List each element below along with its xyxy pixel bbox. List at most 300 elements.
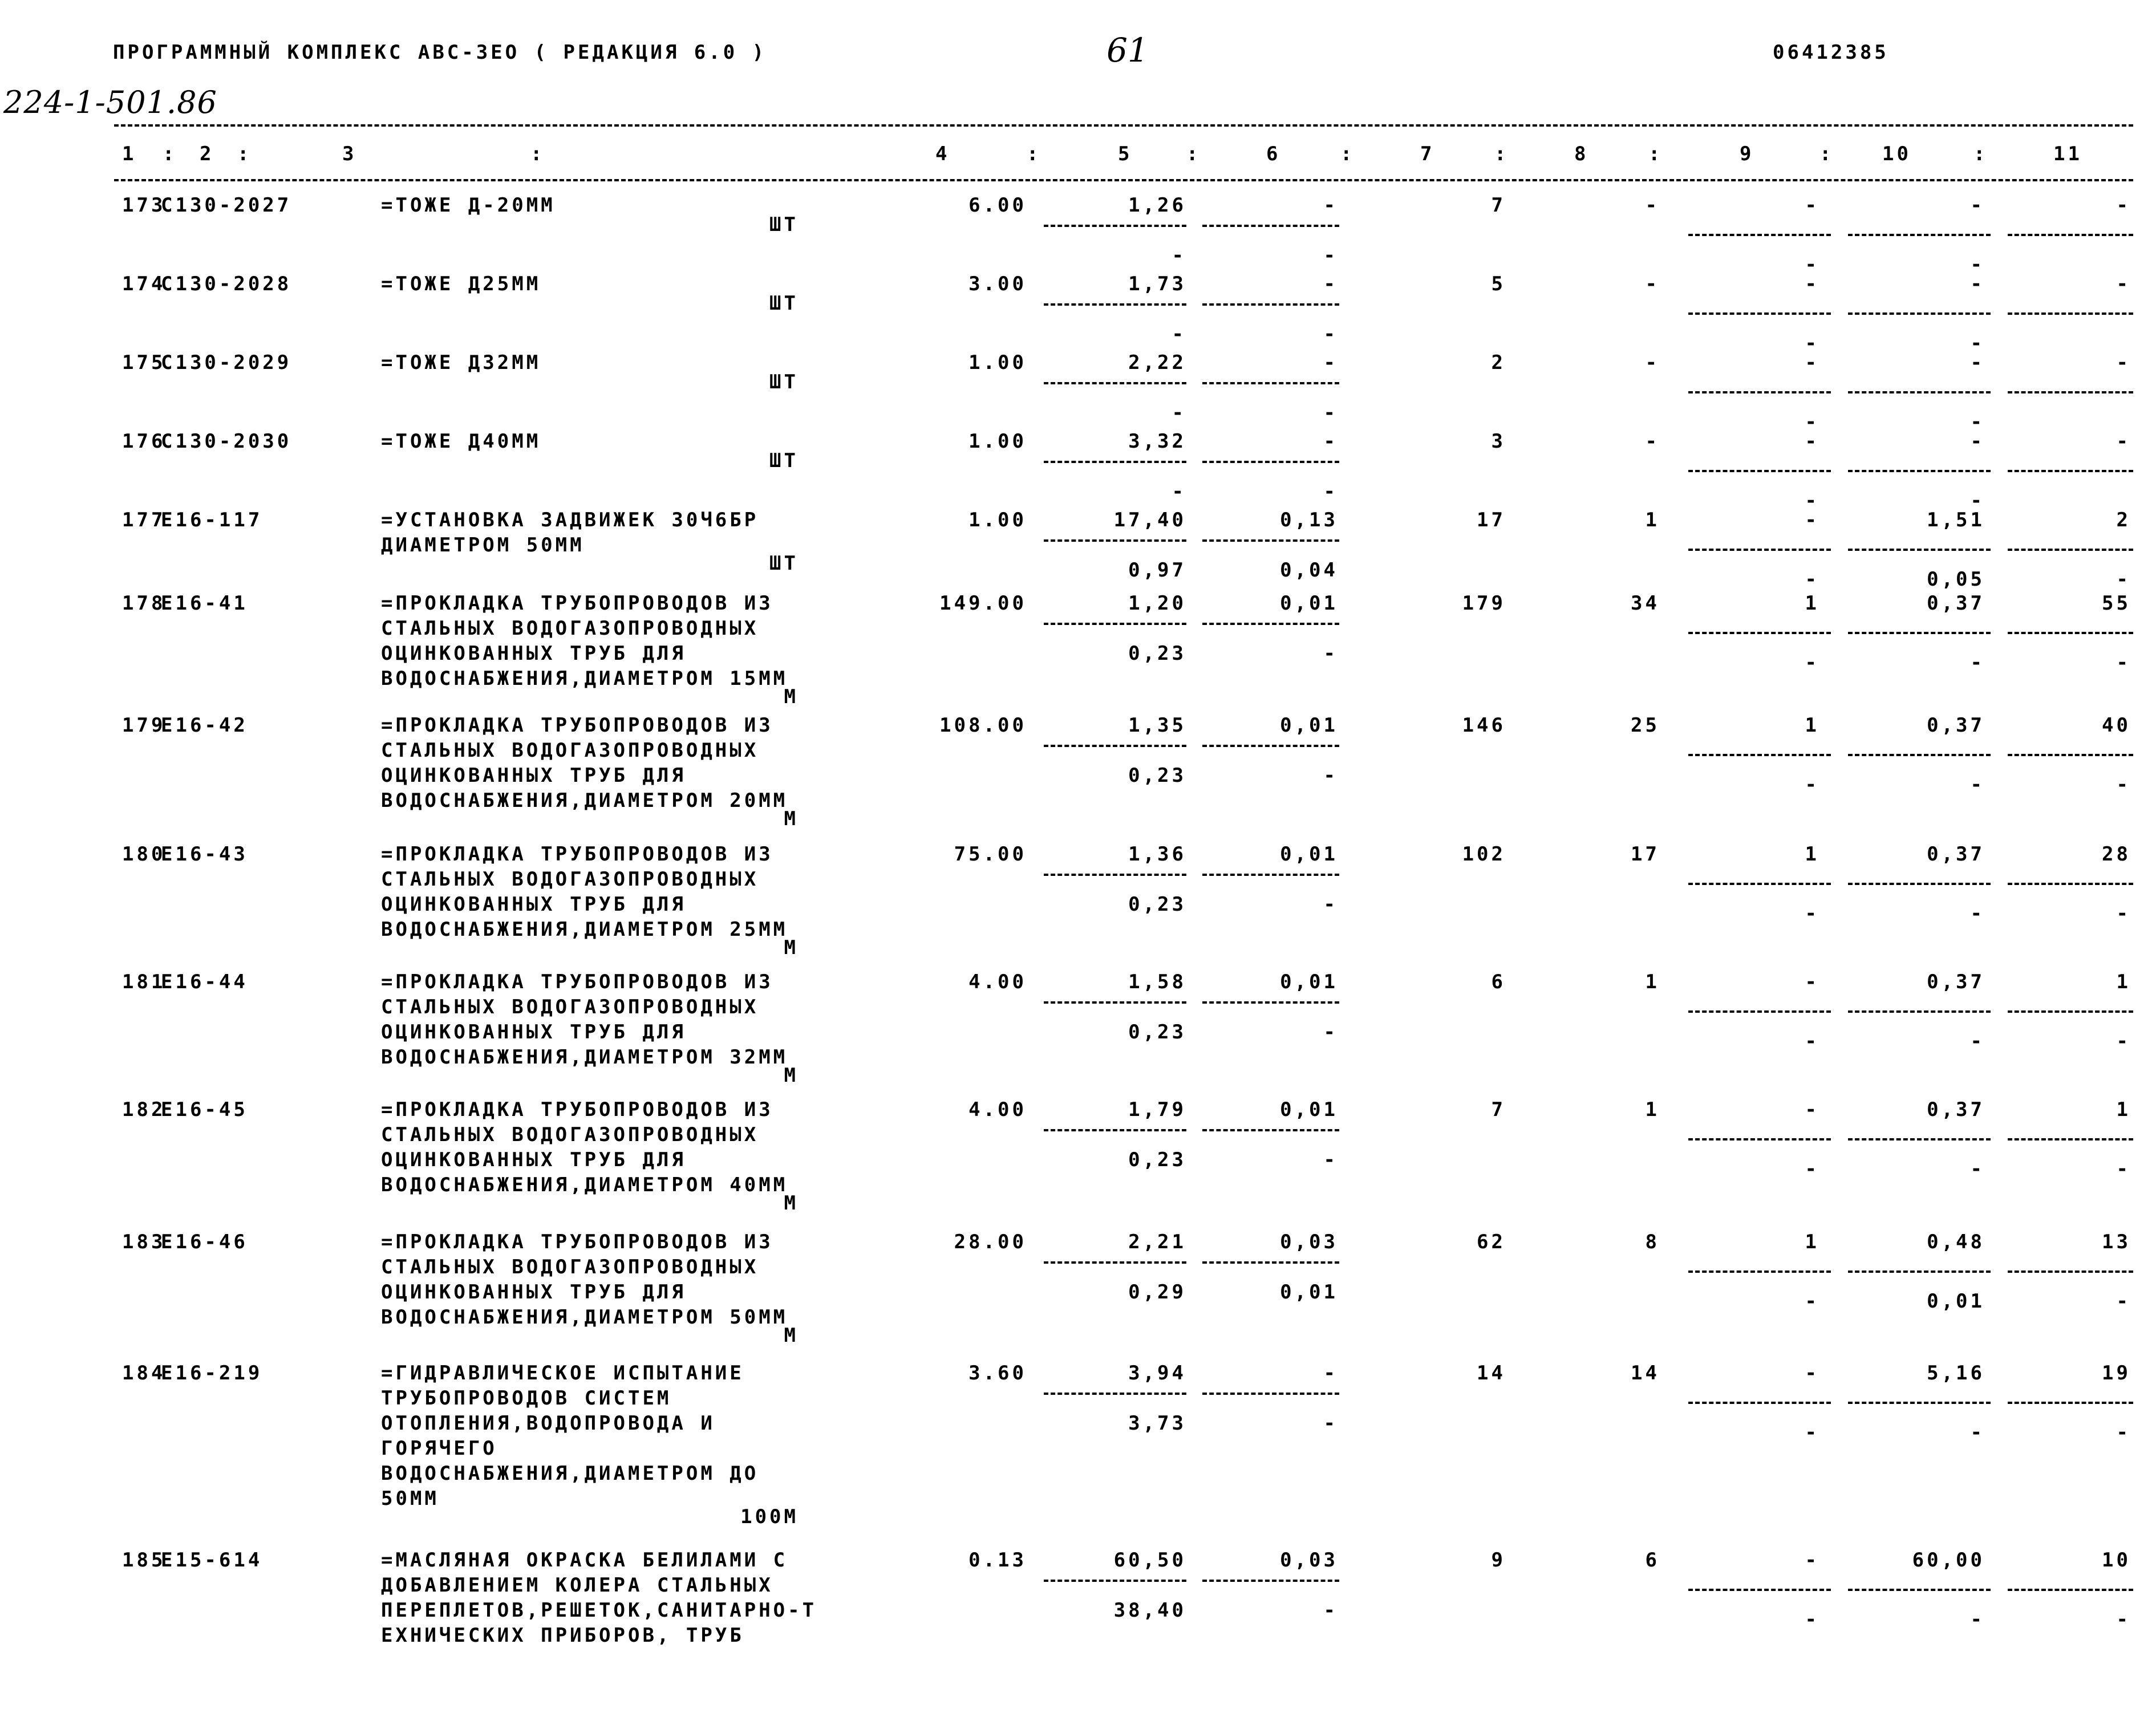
labour-machinists-total: - <box>2116 773 2131 796</box>
cell-divider <box>1202 225 1339 227</box>
cell-divider <box>1688 1138 1831 1140</box>
column-number: 10 <box>1882 143 1911 165</box>
cell-divider <box>1848 1138 1991 1140</box>
wages-total: - <box>1645 273 1660 295</box>
cell-divider <box>1688 312 1831 315</box>
unit-price-wages: 0,23 <box>1128 764 1186 787</box>
cell-divider <box>1202 303 1339 306</box>
wages-total: 1 <box>1645 509 1660 531</box>
unit-price-wages: - <box>1172 401 1186 424</box>
work-description-line: СТАЛЬНЫХ ВОДОГАЗОПРОВОДНЫХ <box>381 739 759 762</box>
column-separator: : <box>1494 143 1509 165</box>
row-number: 180 <box>122 843 166 866</box>
cell-divider <box>1044 382 1186 384</box>
work-description-line: ВОДОСНАБЖЕНИЯ,ДИАМЕТРОМ ДО <box>381 1462 759 1485</box>
table-row <box>0 1361 2156 1545</box>
machine-cost: - <box>1323 351 1338 374</box>
work-description-line: ОЦИНКОВАННЫХ ТРУБ ДЛЯ <box>381 764 686 787</box>
cell-divider <box>2008 754 2133 756</box>
work-description-line: ОЦИНКОВАННЫХ ТРУБ ДЛЯ <box>381 1281 686 1304</box>
cell-divider <box>2008 1138 2133 1140</box>
labour-total: 13 <box>2102 1231 2131 1253</box>
work-description-line: ВОДОСНАБЖЕНИЯ,ДИАМЕТРОМ 20ММ <box>381 789 788 812</box>
column-number: 5 <box>1118 143 1133 165</box>
labour-machinists-per-unit: 0,05 <box>1927 568 1985 591</box>
machines-total: 1 <box>1805 1231 1819 1253</box>
labour-total: - <box>2116 430 2131 453</box>
machine-cost: - <box>1323 430 1338 453</box>
labour-machinists-per-unit: - <box>1970 253 1985 276</box>
unit-of-measure: М <box>784 1192 799 1215</box>
machines-total: - <box>1805 351 1819 374</box>
row-number: 176 <box>122 430 166 453</box>
unit-of-measure: ШТ <box>769 552 799 575</box>
unit-price: 1,35 <box>1128 714 1186 737</box>
unit-of-measure: ШТ <box>769 213 799 236</box>
unit-price: 1,36 <box>1128 843 1186 866</box>
labour-total: 40 <box>2102 714 2131 737</box>
cell-divider <box>2008 1402 2133 1404</box>
machines-total: - <box>1805 1362 1819 1385</box>
row-number: 178 <box>122 592 166 615</box>
cell-divider <box>2008 470 2133 472</box>
unit-of-measure: М <box>784 1324 799 1347</box>
machine-wages: - <box>1323 323 1338 346</box>
unit-of-measure: ШТ <box>769 449 799 472</box>
work-description-line: ВОДОСНАБЖЕНИЯ,ДИАМЕТРОМ 15ММ <box>381 667 788 690</box>
cell-divider <box>1848 312 1991 315</box>
labour-total: - <box>2116 351 2131 374</box>
machine-wages: - <box>1323 401 1338 424</box>
row-number: 185 <box>122 1549 166 1572</box>
machine-wages: - <box>1323 642 1338 665</box>
work-description-line: =МАСЛЯНАЯ ОКРАСКА БЕЛИЛАМИ С <box>381 1549 788 1572</box>
cell-divider <box>1044 874 1186 876</box>
labour-total: 19 <box>2102 1362 2131 1385</box>
labour-machinists-per-unit: - <box>1970 1030 1985 1053</box>
machine-wages: - <box>1323 1148 1338 1171</box>
work-description-line: ОЦИНКОВАННЫХ ТРУБ ДЛЯ <box>381 893 686 916</box>
unit-price: 2,21 <box>1128 1231 1186 1253</box>
labour-total: - <box>2116 273 2131 295</box>
unit-price: 3,32 <box>1128 430 1186 453</box>
unit-price: 60,50 <box>1113 1549 1186 1572</box>
labour-machinists-total: - <box>2116 1290 2131 1313</box>
unit-price-wages: - <box>1172 244 1186 267</box>
rate-code: С130-2029 <box>161 351 292 374</box>
quantity: 0.13 <box>968 1549 1027 1572</box>
cell-divider <box>1848 234 1991 236</box>
machines-total: - <box>1805 509 1819 531</box>
labour-machinists-per-unit: - <box>1970 651 1985 674</box>
total-cost: 6 <box>1491 971 1506 993</box>
total-cost: 146 <box>1462 714 1506 737</box>
labour-total: 2 <box>2116 509 2131 531</box>
column-number: 4 <box>935 143 950 165</box>
table-row <box>0 1548 2156 1682</box>
cell-divider <box>1044 1001 1186 1004</box>
column-number: 6 <box>1266 143 1281 165</box>
rate-code: Е15-614 <box>161 1549 263 1572</box>
work-description-line: ЕХНИЧЕСКИХ ПРИБОРОВ, ТРУБ <box>381 1624 744 1647</box>
cell-divider <box>1202 623 1339 625</box>
rate-code: Е16-43 <box>161 843 248 866</box>
total-cost: 179 <box>1462 592 1506 615</box>
work-description-line: ОЦИНКОВАННЫХ ТРУБ ДЛЯ <box>381 1021 686 1044</box>
total-cost: 14 <box>1477 1362 1506 1385</box>
column-number: 8 <box>1574 143 1589 165</box>
cell-divider <box>1202 1580 1339 1582</box>
machines-total: - <box>1805 273 1819 295</box>
row-number: 183 <box>122 1231 166 1253</box>
work-description-line: ГОРЯЧЕГО <box>381 1437 497 1460</box>
cell-divider <box>2008 632 2133 634</box>
column-separator: : <box>1340 143 1355 165</box>
labour-per-unit: 0,37 <box>1927 592 1985 615</box>
quantity: 1.00 <box>968 351 1027 374</box>
machines-total: - <box>1805 1549 1819 1572</box>
unit-price-wages: - <box>1172 480 1186 503</box>
rate-code: Е16-41 <box>161 592 248 615</box>
work-description-line: =ПРОКЛАДКА ТРУБОПРОВОДОВ ИЗ <box>381 843 773 866</box>
machine-wages: - <box>1323 244 1338 267</box>
cell-divider <box>1044 461 1186 463</box>
cell-divider <box>1688 632 1831 634</box>
work-description-line: =ТОЖЕ Д32ММ <box>381 351 541 374</box>
labour-per-unit: - <box>1970 351 1985 374</box>
cell-divider <box>1202 1261 1339 1264</box>
machine-cost: - <box>1323 273 1338 295</box>
rate-code: С130-2030 <box>161 430 292 453</box>
cell-divider <box>1688 1402 1831 1404</box>
machines-total: 1 <box>1805 592 1819 615</box>
machines-total: - <box>1805 194 1819 217</box>
unit-price-wages: 0,23 <box>1128 893 1186 916</box>
labour-total: 28 <box>2102 843 2131 866</box>
wages-total: - <box>1645 430 1660 453</box>
column-number: 9 <box>1740 143 1754 165</box>
total-cost: 62 <box>1477 1231 1506 1253</box>
work-description-line: СТАЛЬНЫХ ВОДОГАЗОПРОВОДНЫХ <box>381 617 759 640</box>
column-number: 7 <box>1420 143 1435 165</box>
machines-total: - <box>1805 430 1819 453</box>
row-number: 184 <box>122 1362 166 1385</box>
machines-total: - <box>1805 1098 1819 1121</box>
rate-code: Е16-46 <box>161 1231 248 1253</box>
table-row <box>0 969 2156 1104</box>
wages-total: 34 <box>1631 592 1660 615</box>
labour-total: - <box>2116 194 2131 217</box>
wages-total: 6 <box>1645 1549 1660 1572</box>
cell-divider <box>1688 1271 1831 1273</box>
total-cost: 102 <box>1462 843 1506 866</box>
machines-wages-total: - <box>1805 1608 1819 1631</box>
work-description-line: =ТОЖЕ Д40ММ <box>381 430 541 453</box>
wages-total: 1 <box>1645 971 1660 993</box>
column-separator: : <box>1819 143 1834 165</box>
labour-per-unit: 5,16 <box>1927 1362 1985 1385</box>
quantity: 108.00 <box>939 714 1027 737</box>
cell-divider <box>1688 234 1831 236</box>
unit-of-measure: М <box>784 1064 799 1087</box>
table-row <box>0 193 2156 277</box>
cell-divider <box>1848 1010 1991 1013</box>
rate-code: С130-2028 <box>161 273 292 295</box>
work-description-line: =ПРОКЛАДКА ТРУБОПРОВОДОВ ИЗ <box>381 1231 773 1253</box>
machine-cost: - <box>1323 1362 1338 1385</box>
cell-divider <box>1044 303 1186 306</box>
labour-machinists-per-unit: - <box>1970 332 1985 355</box>
cell-divider <box>1688 883 1831 885</box>
cell-divider <box>1202 745 1339 747</box>
labour-per-unit: - <box>1970 194 1985 217</box>
unit-price-wages: 3,73 <box>1128 1412 1186 1435</box>
rate-code: С130-2027 <box>161 194 292 217</box>
quantity: 4.00 <box>968 971 1027 993</box>
wages-total: 14 <box>1631 1362 1660 1385</box>
quantity: 28.00 <box>954 1231 1027 1253</box>
unit-price-wages: 38,40 <box>1113 1599 1186 1622</box>
machine-cost: - <box>1323 194 1338 217</box>
cell-divider <box>1202 382 1339 384</box>
work-description-line: СТАЛЬНЫХ ВОДОГАЗОПРОВОДНЫХ <box>381 996 759 1018</box>
cell-divider <box>1202 1129 1339 1131</box>
unit-of-measure: ШТ <box>769 371 799 393</box>
rate-code: Е16-219 <box>161 1362 263 1385</box>
quantity: 4.00 <box>968 1098 1027 1121</box>
cell-divider <box>1202 1001 1339 1004</box>
unit-of-measure: ШТ <box>769 292 799 315</box>
labour-per-unit: 0,37 <box>1927 714 1985 737</box>
labour-per-unit: - <box>1970 273 1985 295</box>
cell-divider <box>1688 470 1831 472</box>
machines-wages-total: - <box>1805 1421 1819 1444</box>
row-number: 175 <box>122 351 166 374</box>
cell-divider <box>1688 1010 1831 1013</box>
labour-total: 10 <box>2102 1549 2131 1572</box>
quantity: 3.60 <box>968 1362 1027 1385</box>
labour-per-unit: 0,37 <box>1927 843 1985 866</box>
labour-per-unit: 0,37 <box>1927 1098 1985 1121</box>
unit-price: 1,79 <box>1128 1098 1186 1121</box>
cell-divider <box>1848 1589 1991 1591</box>
work-description-line: =ТОЖЕ Д25ММ <box>381 273 541 295</box>
row-number: 177 <box>122 509 166 531</box>
machine-wages: - <box>1323 1412 1338 1435</box>
labour-machinists-per-unit: - <box>1970 489 1985 512</box>
cell-divider <box>1688 1589 1831 1591</box>
machines-total: - <box>1805 971 1819 993</box>
labour-machinists-total: - <box>2116 1421 2131 1444</box>
machine-cost: 0,01 <box>1280 971 1338 993</box>
machine-cost: 0,03 <box>1280 1231 1338 1253</box>
machines-wages-total: - <box>1805 902 1819 925</box>
work-description-line: ОЦИНКОВАННЫХ ТРУБ ДЛЯ <box>381 1148 686 1171</box>
quantity: 1.00 <box>968 509 1027 531</box>
cell-divider <box>1044 1129 1186 1131</box>
labour-machinists-per-unit: - <box>1970 1158 1985 1180</box>
wages-total: - <box>1645 194 1660 217</box>
table-row <box>0 350 2156 435</box>
machine-wages: - <box>1323 893 1338 916</box>
table-row <box>0 713 2156 847</box>
unit-price: 2,22 <box>1128 351 1186 374</box>
quantity: 6.00 <box>968 194 1027 217</box>
machines-wages-total: - <box>1805 1030 1819 1053</box>
labour-machinists-total: - <box>2116 902 2131 925</box>
page-number: 61 <box>1107 31 1149 70</box>
machine-cost: 0,13 <box>1280 509 1338 531</box>
cell-divider <box>2008 312 2133 315</box>
cell-divider <box>2008 391 2133 393</box>
labour-machinists-total: - <box>2116 651 2131 674</box>
labour-machinists-total: - <box>2116 1158 2131 1180</box>
work-description-line: ВОДОСНАБЖЕНИЯ,ДИАМЕТРОМ 50ММ <box>381 1306 788 1329</box>
table-row <box>0 842 2156 976</box>
unit-price-wages: 0,97 <box>1128 559 1186 582</box>
row-number: 174 <box>122 273 166 295</box>
total-cost: 17 <box>1477 509 1506 531</box>
machines-wages-total: - <box>1805 253 1819 276</box>
column-separator: : <box>163 143 177 165</box>
work-description-line: ВОДОСНАБЖЕНИЯ,ДИАМЕТРОМ 40ММ <box>381 1174 788 1196</box>
unit-price-wages: 0,23 <box>1128 1021 1186 1044</box>
machines-wages-total: - <box>1805 651 1819 674</box>
cell-divider <box>1044 539 1186 542</box>
total-cost: 9 <box>1491 1549 1506 1572</box>
wages-total: 25 <box>1631 714 1660 737</box>
work-description-line: ТРУБОПРОВОДОВ СИСТЕМ <box>381 1387 672 1410</box>
machine-wages: - <box>1323 764 1338 787</box>
labour-machinists-per-unit: - <box>1970 773 1985 796</box>
unit-of-measure: 100М <box>740 1505 799 1528</box>
total-cost: 7 <box>1491 1098 1506 1121</box>
cell-divider <box>1202 1393 1339 1395</box>
labour-per-unit: 0,37 <box>1927 971 1985 993</box>
cell-divider <box>1688 391 1831 393</box>
machine-wages: - <box>1323 480 1338 503</box>
column-separator: : <box>237 143 252 165</box>
table-row <box>0 1229 2156 1364</box>
column-number: 11 <box>2053 143 2082 165</box>
wages-total: 8 <box>1645 1231 1660 1253</box>
machine-wages: 0,01 <box>1280 1281 1338 1304</box>
machines-total: 1 <box>1805 714 1819 737</box>
cell-divider <box>1688 754 1831 756</box>
rate-code: Е16-42 <box>161 714 248 737</box>
labour-per-unit: 60,00 <box>1912 1549 1985 1572</box>
column-number: 2 <box>200 143 214 165</box>
work-description-line: ВОДОСНАБЖЕНИЯ,ДИАМЕТРОМ 32ММ <box>381 1046 788 1069</box>
labour-per-unit: 1,51 <box>1927 509 1985 531</box>
unit-price-wages: 0,29 <box>1128 1281 1186 1304</box>
cell-divider <box>1044 225 1186 227</box>
wages-total: 17 <box>1631 843 1660 866</box>
cell-divider <box>1202 874 1339 876</box>
labour-per-unit: 0,48 <box>1927 1231 1985 1253</box>
labour-machinists-per-unit: - <box>1970 1608 1985 1631</box>
total-cost: 7 <box>1491 194 1506 217</box>
rate-code: Е16-117 <box>161 509 263 531</box>
cell-divider <box>2008 234 2133 236</box>
unit-price: 3,94 <box>1128 1362 1186 1385</box>
machine-wages: - <box>1323 1021 1338 1044</box>
column-separator: : <box>1973 143 1988 165</box>
labour-machinists-per-unit: - <box>1970 1421 1985 1444</box>
column-separator: : <box>1186 143 1201 165</box>
cell-divider <box>1044 623 1186 625</box>
unit-price: 17,40 <box>1113 509 1186 531</box>
document-code: 06412385 <box>1773 41 1889 64</box>
machines-wages-total: - <box>1805 1158 1819 1180</box>
cell-divider <box>1848 632 1991 634</box>
cell-divider <box>1044 1580 1186 1582</box>
cell-divider <box>1848 549 1991 551</box>
cell-divider <box>1202 539 1339 542</box>
work-description-line: ВОДОСНАБЖЕНИЯ,ДИАМЕТРОМ 25ММ <box>381 918 788 941</box>
labour-machinists-per-unit: - <box>1970 411 1985 433</box>
machines-wages-total: - <box>1805 1290 1819 1313</box>
column-separator: : <box>1648 143 1663 165</box>
machine-wages: 0,04 <box>1280 559 1338 582</box>
table-row <box>0 429 2156 513</box>
cell-divider <box>2008 1271 2133 1273</box>
unit-price-wages: 0,23 <box>1128 1148 1186 1171</box>
labour-machinists-per-unit: - <box>1970 902 1985 925</box>
labour-machinists-per-unit: 0,01 <box>1927 1290 1985 1313</box>
work-description-line: ОЦИНКОВАННЫХ ТРУБ ДЛЯ <box>381 642 686 665</box>
rate-code: Е16-45 <box>161 1098 248 1121</box>
work-description-line: СТАЛЬНЫХ ВОДОГАЗОПРОВОДНЫХ <box>381 868 759 891</box>
unit-price: 1,26 <box>1128 194 1186 217</box>
quantity: 75.00 <box>954 843 1027 866</box>
column-separator: : <box>530 143 545 165</box>
cell-divider <box>1044 1393 1186 1395</box>
work-description-line: =ПРОКЛАДКА ТРУБОПРОВОДОВ ИЗ <box>381 714 773 737</box>
machine-cost: 0,01 <box>1280 592 1338 615</box>
wages-total: 1 <box>1645 1098 1660 1121</box>
work-description-line: ДОБАВЛЕНИЕМ КОЛЕРА СТАЛЬНЫХ <box>381 1574 773 1597</box>
cell-divider <box>1202 461 1339 463</box>
labour-machinists-total: - <box>2116 1608 2131 1631</box>
machines-wages-total: - <box>1805 489 1819 512</box>
labour-total: 1 <box>2116 1098 2131 1121</box>
total-cost: 3 <box>1491 430 1506 453</box>
labour-machinists-total: - <box>2116 1030 2131 1053</box>
labour-total: 1 <box>2116 971 2131 993</box>
machine-cost: 0,01 <box>1280 1098 1338 1121</box>
machines-wages-total: - <box>1805 568 1819 591</box>
quantity: 3.00 <box>968 273 1027 295</box>
machines-wages-total: - <box>1805 411 1819 433</box>
row-number: 181 <box>122 971 166 993</box>
work-description-line: =ГИДРАВЛИЧЕСКОЕ ИСПЫТАНИЕ <box>381 1362 744 1385</box>
cell-divider <box>2008 549 2133 551</box>
unit-price-wages: - <box>1172 323 1186 346</box>
row-number: 182 <box>122 1098 166 1121</box>
table-row <box>0 271 2156 356</box>
machines-total: 1 <box>1805 843 1819 866</box>
unit-of-measure: М <box>784 685 799 708</box>
cell-divider <box>1848 754 1991 756</box>
work-description-line: =УСТАНОВКА ЗАДВИЖЕК 30Ч6БР <box>381 509 759 531</box>
column-number: 1 <box>122 143 137 165</box>
quantity: 1.00 <box>968 430 1027 453</box>
unit-of-measure: М <box>784 936 799 959</box>
work-description-line: =ПРОКЛАДКА ТРУБОПРОВОДОВ ИЗ <box>381 1098 773 1121</box>
work-description-line: =ПРОКЛАДКА ТРУБОПРОВОДОВ ИЗ <box>381 592 773 615</box>
machine-cost: 0,01 <box>1280 714 1338 737</box>
